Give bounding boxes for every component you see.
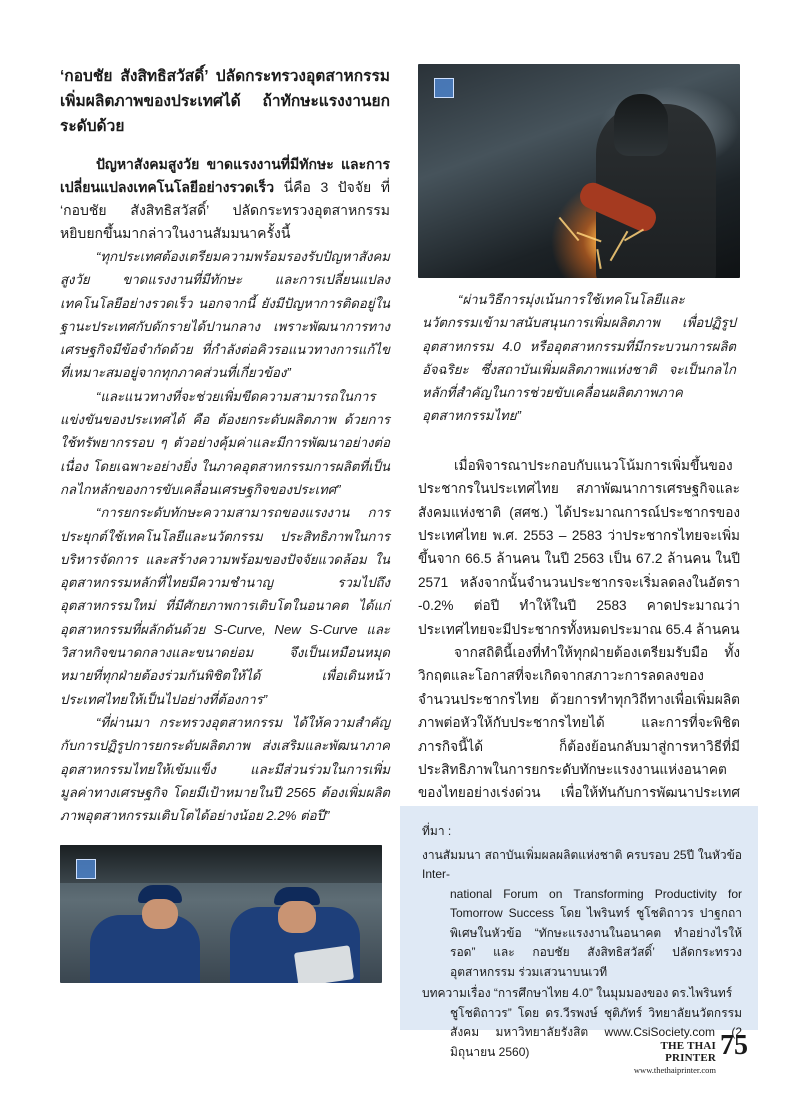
quote-paragraph-2: “และแนวทางที่จะช่วยเพิ่มขีดความสามารถในการแข่งขันของประเทศได้ คือ ต้องยกระดับผลิตภาพ ด้วยการใช้ทรัพยากรรอบ ๆ ตัวอย่างคุ้มค่าและมีการพัฒนาอย่างต่อเนื่อง โดยเฉพาะอย่างยิ่ง ในภาคอุตสาหกรรมการผลิตที่เป็นกลไกหลักของการขับเคลื่อนเศรษฐกิจของประเทศ” xyxy=(60,388,390,497)
source-title: ที่มา : xyxy=(422,824,452,838)
quote-paragraph-4: “ที่ผ่านมา กระทรวงอุตสาหกรรม ได้ให้ความสำคัญกับการปฏิรูปการยกระดับผลิตภาพ ส่งเสริมและพัฒนาภาคอุตสาหกรรมไทยให้เข้มแข็ง และมีส่วนร่วมในการเพิ่มมูลค่าทางเศรษฐกิจ โดยมีเป้าหมายในปี 2565 ต้องเพิ่มผลิตภาพอุตสาหกรรมเติบโตได้อย่างน้อย 2.2% ต่อปี” xyxy=(60,714,390,824)
spark xyxy=(559,217,580,241)
welder-photo xyxy=(418,64,740,278)
source-entry-1-rest: national Forum on Transforming Productivity for Tomorrow Success โดย ไพรินทร์ ชูโชติถาวร ปาฐกถาพิเศษในหัวข้อ “ทักษะแรงงานในอนาคต ทำอย่างไรให้รอด” และ กอบชัย สังสิทธิสวัสดิ์’ ปลัดกระทรวงอุตสาหกรรม ร่วมเสวนาบนเวที xyxy=(450,886,742,979)
quote-paragraph-3: “การยกระดับทักษะความสามารถของแรงงาน การประยุกต์ใช้เทคโนโลยีและนวัตกรรม ประสิทธิภาพในการบริหารจัดการ และสร้างความพร้อมของปัจจัยแวดล้อม ในอุตสาหกรรมหลักที่ไทยมีความชำนาญ รวมไปถึงอุตสาหกรรมใหม่ ที่มีศักยภาพการเติบโตในอนาคต ได้แก่ อุตสาหกรรมที่ผลักดันด้วย S-Curve, New S-Curve และวิสาหกิจขนาดกลางและขนาดย่อม จึงเป็นเหมือนหมุดหมายที่ทุกฝ่ายต้องร่วมกันพิชิตให้ได้ เพื่อเดินหน้าประเทศไทยให้เป็นไปอย่างที่ต้องการ” xyxy=(60,505,390,707)
car-underside xyxy=(60,845,382,883)
body-paragraph-2-text: จากสถิตินี้เองที่ทำให้ทุกฝ่ายต้องเตรียมรับมือ ทั้งวิกฤตและโอกาสที่จะเกิดจากสภาวะการลดลงของจำนวนประชากรไทย ด้วยการทำทุกวิถีทางเพื่อเพิ่มผลิตภาพต่อหัวให้กับประชากรไทยได้ และการที่จะพิชิตภารกิจนี้ได้ ก็ต้องย้อนกลับมาสู่การหาวิธีที่มีประสิทธิภาพในการยกระดับทักษะแรงงานแห่งอนาคตของไทยอย่างเร่งด่วน เพื่อให้ทันกับการพัฒนาประเทศ xyxy=(418,645,740,801)
left-column xyxy=(60,64,390,983)
lead-rest-text: นี่คือ 3 ปัจจัย ที่ ‘กอบชัย สังสิทธิสวัสดิ์’ ปลัดกระทรวงอุตสาหกรรม หยิบยกขึ้นมากล่าวในงานสัมมนาครั้งนี้ xyxy=(60,179,390,241)
source-entry-1 xyxy=(422,846,742,983)
mechanic-left-face xyxy=(142,899,178,929)
quote-paragraph-1: “ทุกประเทศต้องเตรียมความพร้อมรองรับปัญหาสังคมสูงวัย ขาดแรงงานที่มีทักษะ และการเปลี่ยนแปลงเทคโนโลยีอย่างรวดเร็ว นอกจากนี้ ยังมีปัญหาการติดอยู่ในฐานะประเทศกับดักรายได้ปานกลาง เพราะพัฒนาการทางเศรษฐกิจมีข้อจำกัดด้วย ที่กำลังต่อคิวรอแนวทางการแก้ไขที่เหมาะสมอยู่จากทุกภาคส่วนที่เกี่ยวข้อง” xyxy=(60,249,390,381)
source-entry-1-first: งานสัมมนา สถาบันเพิ่มผลผลิตแห่งชาติ ครบรอบ 25ปี ในหัวข้อ Inter- xyxy=(422,847,742,881)
photo-badge-icon xyxy=(434,78,454,98)
photo-badge-icon xyxy=(76,859,96,879)
body-paragraph-2 xyxy=(418,641,740,828)
source-entry-2-first: บทความเรื่อง “การศึกษาไทย 4.0” ในมุมมองของ ดร.ไพรินทร์ xyxy=(422,986,733,1000)
brand-name: THE THAI PRINTER xyxy=(660,1040,716,1064)
tablet-device xyxy=(294,946,354,984)
footer-brand xyxy=(616,1040,716,1075)
source-content xyxy=(400,806,758,1062)
page-number: 75 xyxy=(720,1030,748,1061)
mechanic-right-face xyxy=(278,901,316,933)
lead-bold-text: ปัญหาสังคมสูงวัย ขาดแรงงานที่มีทักษะ และการเปลี่ยนแปลงเทคโนโลยีอย่างรวดเร็ว xyxy=(60,156,390,195)
photo-caption: “ผ่านวิธีการมุ่งเน้นการใช้เทคโนโลยีและนวัตกรรมเข้ามาสนับสนุนการเพิ่มผลิตภาพ เพื่อปฏิรูปอุตสาหกรรม 4.0 หรืออุตสาหกรรมที่มีกระบวนการผลิตอัจฉริยะ ซึ่งสถาบันเพิ่มผลิตภาพแห่งชาติ จะเป็นกลไกหลักที่สำคัญในการช่วยขับเคลื่อนผลิตภาพภาคอุตสาหกรรมไทย” xyxy=(422,292,736,424)
lead-paragraph xyxy=(60,153,390,245)
article-headline: ‘กอบชัย สังสิทธิสวัสดิ์’ ปลัดกระทรวงอุตสาหกรรม เพิ่มผลิตภาพของประเทศได้ ถ้าทักษะแรงงานยกระดับด้วย xyxy=(60,68,390,135)
right-column xyxy=(418,64,740,828)
body-paragraph-1: เมื่อพิจารณาประกอบกับแนวโน้มการเพิ่มขึ้นของประชากรในประเทศไทย สภาพัฒนาการเศรษฐกิจและสังคมแห่งชาติ (สศช.) ได้ประมาณการณ์ประชากรของประเทศไทย พ.ศ. 2553 – 2583 ว่าประชากรไทยจะเพิ่มขึ้นจาก 66.5 ล้านคน ในปี 2563 เป็น 67.2 ล้านคน ในปี 2571 หลังจากนั้นจำนวนประชากรจะเริ่มลดลงในอัตรา -0.2% ต่อปี ทำให้ในปี 2583 คาดประมาณว่าประเทศไทยจะมีประชากรทั้งหมดประมาณ 65.4 ล้านคน xyxy=(418,457,740,637)
mechanics-photo xyxy=(60,845,382,983)
mechanic-left xyxy=(90,915,200,983)
source-entry-2-rest: ชูโชติถาวร” โดย ดร.วีรพงษ์ ชุติภัทร์ วิทยาลัยนวัตกรรมสังคม มหาวิทยาลัยรังสิต www.CsiSociety.com (2 มิถุนายน 2560) xyxy=(450,1005,742,1059)
welder-helmet xyxy=(614,94,668,156)
brand-url: www.thethaiprinter.com xyxy=(633,1065,716,1075)
